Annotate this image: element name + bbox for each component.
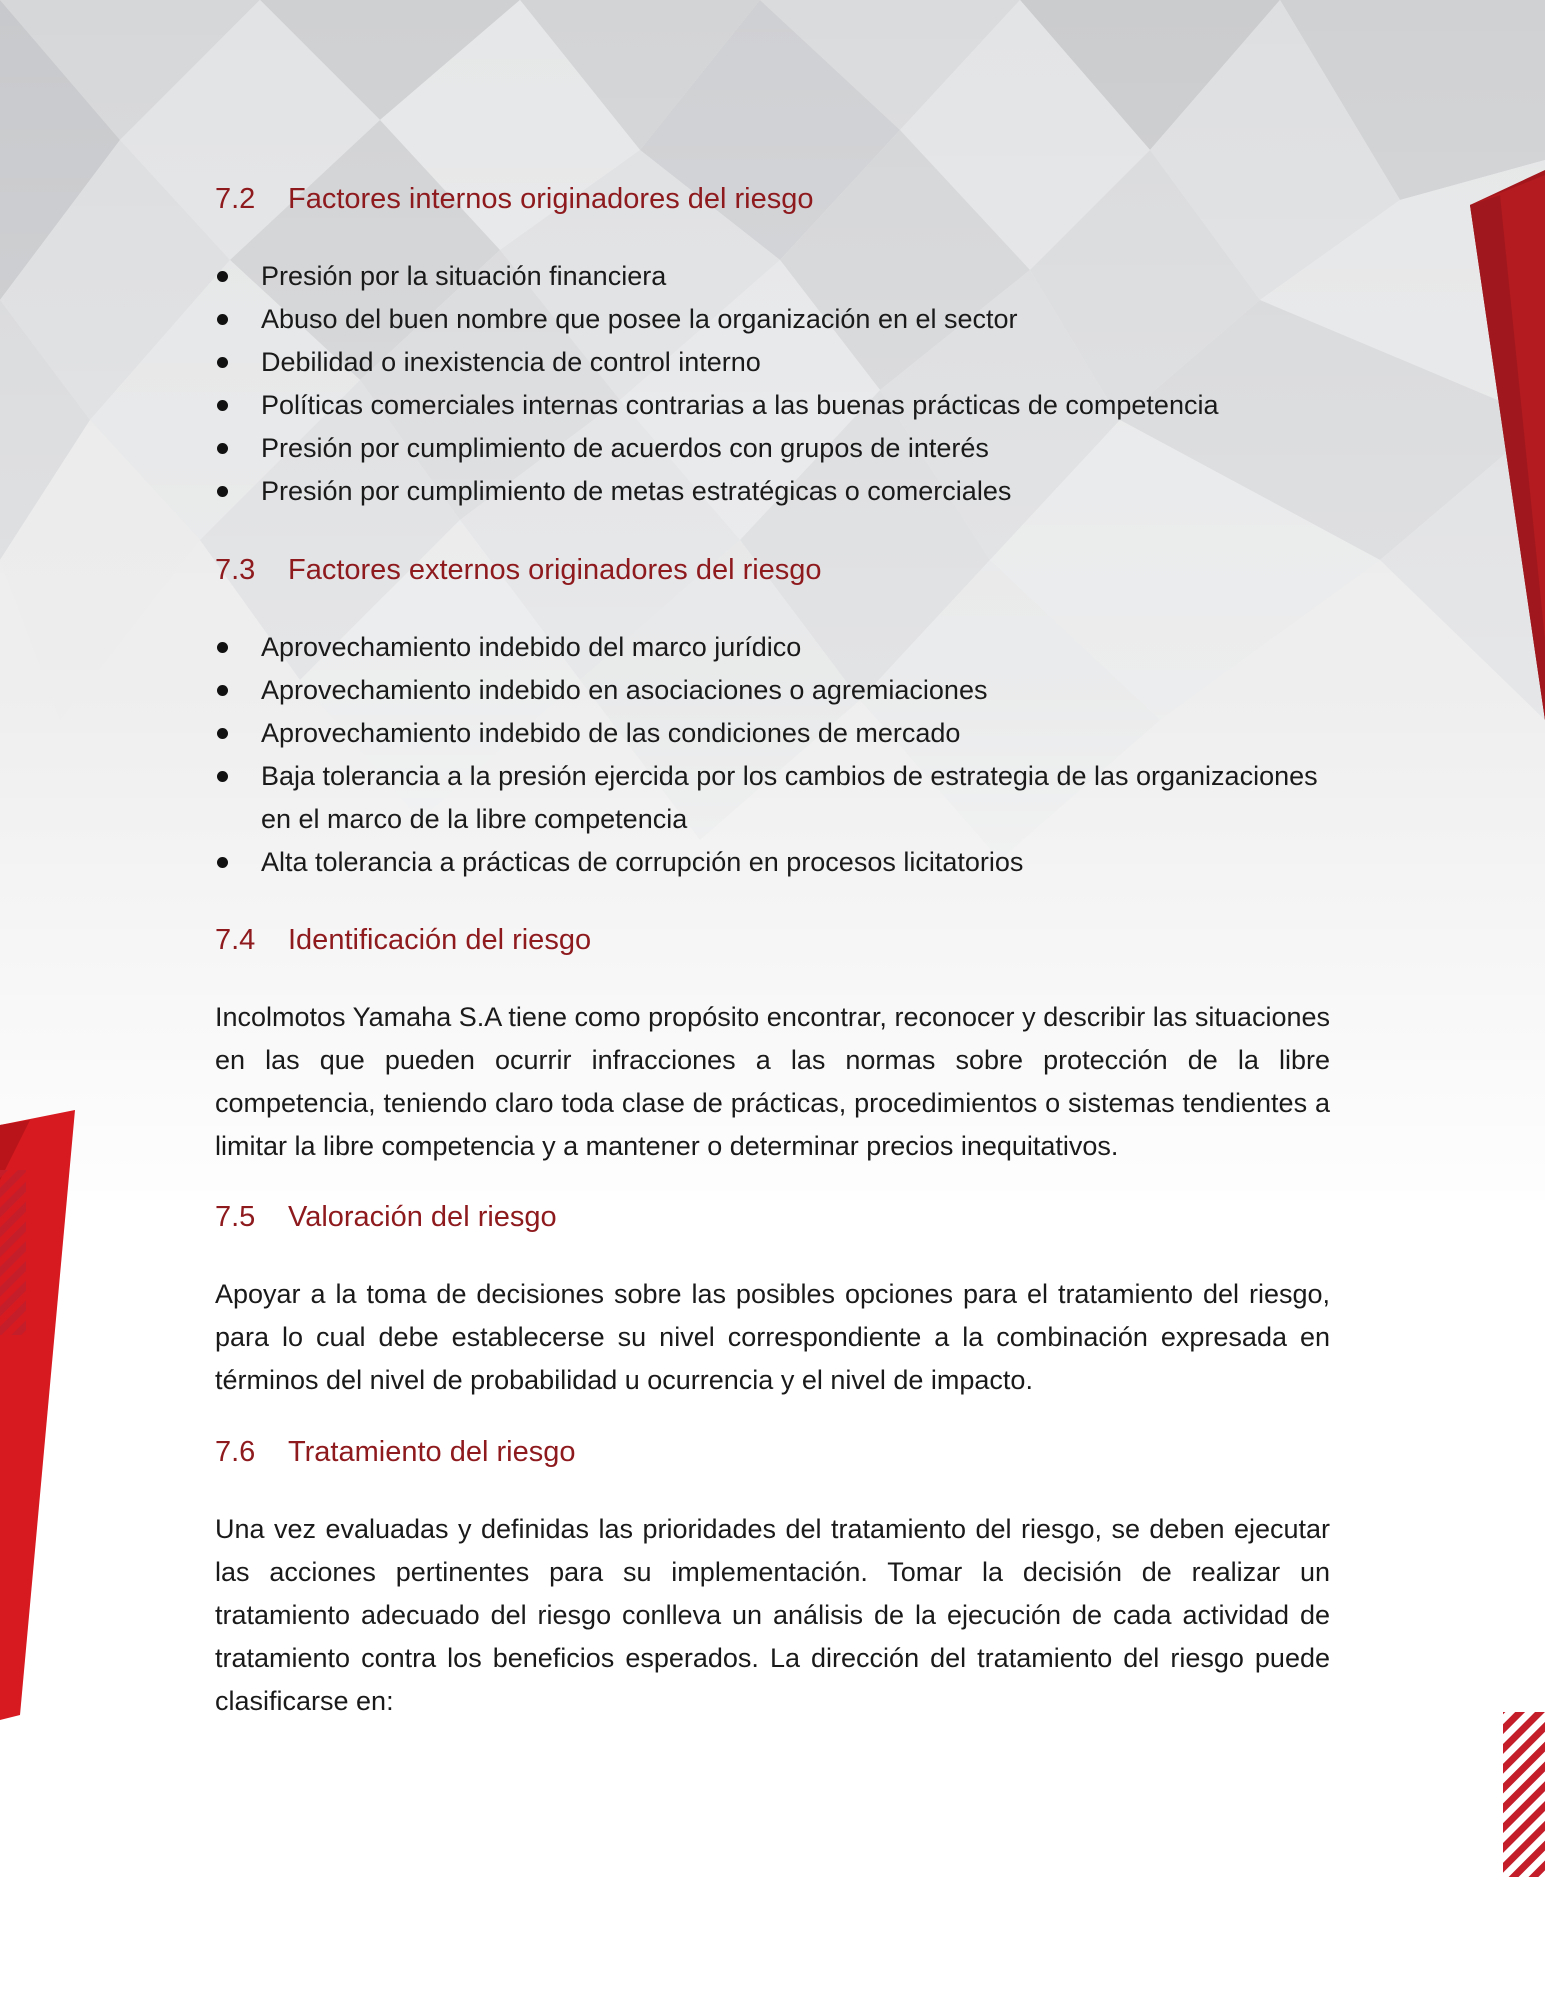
list-item <box>215 427 1330 470</box>
section-heading <box>215 923 1330 958</box>
section-heading <box>215 1200 1330 1235</box>
bullet-icon <box>217 443 228 454</box>
list-item-text: Aprovechamiento indebido del marco jurídico <box>261 632 802 662</box>
list-item-text: Debilidad o inexistencia de control interno <box>261 347 761 377</box>
list-item-text: Presión por la situación financiera <box>261 261 667 291</box>
section-heading <box>215 182 1330 217</box>
section-heading <box>215 1435 1330 1470</box>
bullet-icon <box>217 271 228 282</box>
bullet-icon <box>217 486 228 497</box>
section-title: Valoración del riesgo <box>288 1201 557 1233</box>
section-number: 7.3 <box>215 554 256 586</box>
list-item <box>215 755 1330 841</box>
section-7-2 <box>215 182 1330 217</box>
section-title: Factores externos originadores del riesgo <box>288 554 822 586</box>
identification-paragraph: Incolmotos Yamaha S.A tiene como propósito encontrar, reconocer y describir las situaciones en las que pueden ocurrir infracciones a las normas sobre protección de la libre competencia, teniendo claro toda clase de prácticas, procedimientos o sistemas tendientes a limitar la libre competencia y a mantener o determinar precios inequitativos. <box>215 1002 1330 1161</box>
section-number: 7.6 <box>215 1436 256 1468</box>
list-item-text: Aprovechamiento indebido de las condiciones de mercado <box>261 718 961 748</box>
bullet-icon <box>217 642 228 653</box>
list-item <box>215 470 1330 513</box>
treatment-paragraph: Una vez evaluadas y definidas las prioridades del tratamiento del riesgo, se deben ejecutar las acciones pertinentes para su implementación. Tomar la decisión de realizar un tratamiento adecuado del riesgo conlleva un análisis de la ejecución de cada actividad de tratamiento contra los beneficios esperados. La dirección del tratamiento del riesgo puede clasificarse en: <box>215 1514 1330 1716</box>
list-item-text: Presión por cumplimiento de acuerdos con grupos de interés <box>261 433 989 463</box>
section-heading <box>215 553 1330 588</box>
list-item-text: Alta tolerancia a prácticas de corrupción en procesos licitatorios <box>261 847 1024 877</box>
section-number: 7.2 <box>215 183 256 215</box>
list-item <box>215 255 1330 298</box>
section-number: 7.5 <box>215 1201 256 1233</box>
list-item <box>215 626 1330 669</box>
section-number: 7.4 <box>215 924 256 956</box>
section-7-5 <box>215 1200 1330 1235</box>
list-item <box>215 298 1330 341</box>
bullet-icon <box>217 357 228 368</box>
list-item-text: Presión por cumplimiento de metas estratégicas o comerciales <box>261 476 1012 506</box>
section-7-6 <box>215 1435 1330 1470</box>
list-item-text: Aprovechamiento indebido en asociaciones o agremiaciones <box>261 675 988 705</box>
valuation-paragraph: Apoyar a la toma de decisiones sobre las posibles opciones para el tratamiento del riesgo, para lo cual debe establecerse su nivel correspondiente a la combinación expresada en términos del nivel de probabilidad u ocurrencia y el nivel de impacto. <box>215 1279 1330 1395</box>
bullet-icon <box>217 685 228 696</box>
list-item-text: Abuso del buen nombre que posee la organización en el sector <box>261 304 1018 334</box>
section-title: Identificación del riesgo <box>288 924 592 956</box>
list-item <box>215 841 1330 884</box>
bullet-icon <box>217 771 228 782</box>
bullet-icon <box>217 400 228 411</box>
section-title: Tratamiento del riesgo <box>288 1436 576 1468</box>
list-item <box>215 669 1330 712</box>
bullet-icon <box>217 728 228 739</box>
list-item-text: Baja tolerancia a la presión ejercida por los cambios de estrategia de las organizaciones en el marco de la libre competencia <box>261 761 1318 834</box>
external-factors-list <box>215 626 1330 884</box>
section-7-4 <box>215 923 1330 958</box>
internal-factors-list <box>215 255 1330 513</box>
list-item <box>215 341 1330 384</box>
list-item-text: Políticas comerciales internas contrarias a las buenas prácticas de competencia <box>261 390 1219 420</box>
bullet-icon <box>217 314 228 325</box>
corner-hatch <box>1503 1712 1545 1877</box>
section-title: Factores internos originadores del riesgo <box>288 183 814 215</box>
list-item <box>215 384 1330 427</box>
list-item <box>215 712 1330 755</box>
section-7-3 <box>215 553 1330 588</box>
bullet-icon <box>217 857 228 868</box>
